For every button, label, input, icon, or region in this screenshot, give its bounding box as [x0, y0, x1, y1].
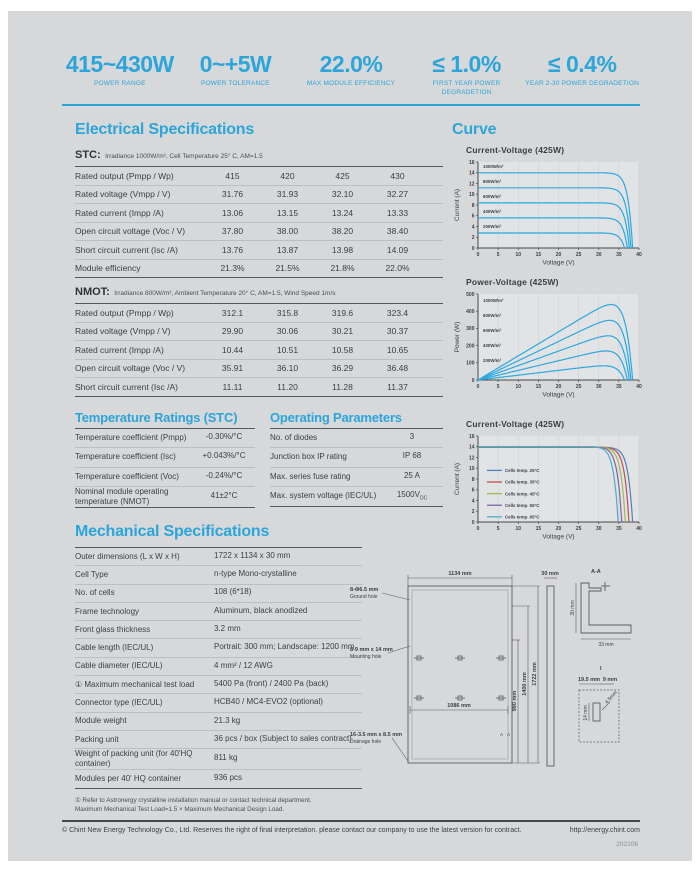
mounting-span-dim: 1400 mm	[522, 672, 528, 696]
svg-text:300: 300	[466, 326, 475, 333]
banner-value: 415~430W	[65, 51, 174, 77]
pv-irradiance-chart-block	[452, 277, 648, 403]
operating-parameters-block	[270, 410, 443, 509]
module-side-view	[547, 586, 554, 766]
banner-item	[409, 52, 525, 97]
svg-text:14: 14	[468, 170, 475, 177]
iv-irradiance-chart	[452, 156, 648, 266]
row-value: 13.98	[331, 244, 354, 255]
svg-text:20: 20	[555, 252, 562, 258]
row-value: 11.28	[332, 381, 353, 392]
svg-text:Voltage (V): Voltage (V)	[542, 391, 575, 398]
row-value: 3	[409, 431, 415, 441]
section-width-dim: 33 mm	[598, 642, 614, 648]
svg-text:800W/m²: 800W/m²	[483, 178, 502, 184]
row-value: 13.87	[276, 244, 299, 255]
table-row	[270, 448, 443, 468]
table-row	[75, 304, 443, 323]
stc-subheader	[75, 145, 443, 167]
table-row	[75, 260, 443, 278]
row-value: 14.09	[386, 244, 409, 255]
row-value: 21.5%	[275, 263, 300, 274]
svg-text:Cells temp. 45°C: Cells temp. 45°C	[505, 491, 540, 497]
row-value: 10.44	[221, 344, 244, 355]
pv-irradiance-chart	[452, 288, 648, 398]
table-row	[75, 167, 443, 186]
table-row	[75, 241, 443, 260]
iv-temperature-chart	[452, 430, 648, 540]
table-row	[270, 487, 443, 506]
table-row	[75, 676, 362, 694]
svg-text:30: 30	[595, 526, 602, 532]
svg-text:12: 12	[468, 455, 475, 462]
row-value: +0.043%/°C	[202, 451, 246, 461]
row-label: Short circuit current (Isc /A)	[75, 244, 178, 255]
row-value: 36.48	[386, 363, 409, 374]
nmot-conditions: Irradiance 800W/m², Ambient Temperature 20° C, AM=1.5, Wind Speed 1m/s	[114, 290, 336, 297]
footnote-line-1: ① Refer to Astronergy crystalline installation manual or contact technical department.	[75, 796, 312, 804]
row-value: 13.76	[221, 244, 244, 255]
row-value: 31.76	[221, 189, 244, 200]
row-label: Temperature coefficient (Voc)	[75, 471, 179, 481]
table-row	[75, 694, 362, 712]
row-value: 13.24	[331, 207, 354, 218]
row-value: 21.3 kg	[214, 715, 241, 725]
row-value: -0.30%/°C	[205, 431, 243, 441]
row-value: 936 pcs	[214, 773, 243, 783]
table-row	[75, 360, 443, 379]
svg-text:0: 0	[476, 252, 480, 258]
chart-title: Power-Voltage (425W)	[466, 277, 559, 287]
svg-text:20: 20	[555, 526, 562, 532]
mounting-span-dim: 990 mm	[512, 690, 518, 712]
row-value: 3.2 mm	[214, 624, 241, 634]
svg-text:0: 0	[471, 519, 475, 526]
row-value: 11.20	[277, 381, 298, 392]
svg-text:0: 0	[476, 384, 480, 390]
table-row	[75, 468, 255, 488]
table-row	[75, 658, 362, 676]
ground-hole-dim: 8-Φ6.5 mm	[350, 587, 379, 593]
row-value: 31.93	[276, 189, 299, 200]
table-row	[75, 186, 443, 205]
svg-text:5: 5	[496, 252, 500, 258]
row-label: Open circuit voltage (Voc / V)	[75, 226, 186, 237]
svg-text:10: 10	[468, 466, 475, 473]
table-row	[270, 468, 443, 488]
svg-text:10: 10	[515, 252, 522, 258]
svg-text:Cells temp. 65°C: Cells temp. 65°C	[505, 514, 540, 520]
module-length-dim: 1722 mm	[532, 662, 538, 686]
row-value: 38.00	[276, 226, 299, 237]
svg-text:2: 2	[471, 235, 475, 242]
ratings-parameters-section	[75, 410, 443, 509]
row-value: IP 68	[402, 451, 422, 461]
footer-divider	[62, 820, 640, 822]
hole-span-dim: 1086 mm	[447, 703, 471, 709]
svg-text:Cells temp. 55°C: Cells temp. 55°C	[505, 502, 540, 508]
mounting-slots	[414, 656, 506, 700]
nmot-label: NMOT:	[75, 286, 110, 298]
row-value: 35.91	[221, 363, 244, 374]
thickness-dim: 30 mm	[541, 571, 559, 577]
detail-diameter-dim: 4.5mm	[604, 689, 619, 706]
svg-text:25: 25	[575, 526, 582, 532]
banner-label: POWER TOLERANCE	[200, 80, 270, 88]
row-value: 430	[390, 170, 405, 181]
svg-text:0: 0	[471, 377, 475, 384]
svg-text:35: 35	[616, 384, 622, 390]
svg-text:20: 20	[555, 384, 562, 390]
table-row	[75, 770, 362, 787]
row-value: 11.11	[222, 381, 243, 392]
row-value: 13.06	[221, 207, 244, 218]
banner-label: POWER RANGE	[93, 80, 146, 88]
operating-parameters-title: Operating Parameters	[270, 409, 402, 425]
row-value: 319.6	[331, 307, 354, 318]
stc-table	[75, 167, 443, 278]
svg-text:200: 200	[466, 343, 475, 350]
svg-text:12: 12	[468, 181, 475, 188]
row-value: 36 pcs / box (Subject to sales contract)	[214, 733, 352, 743]
row-label: Rated output (Pmpp / Wp)	[75, 170, 174, 181]
svg-text:8: 8	[471, 202, 475, 209]
table-row	[75, 621, 362, 639]
electrical-specifications-title: Electrical Specifications	[75, 121, 255, 138]
row-value: 21.3%	[220, 263, 245, 274]
mounting-hole-label: Mounting hole	[350, 654, 382, 660]
document-code: 202206	[616, 841, 638, 848]
svg-text:600W/m²: 600W/m²	[483, 193, 502, 199]
row-value: 30.06	[276, 326, 299, 337]
detail-marker: I	[600, 666, 602, 672]
module-front-view	[408, 586, 512, 763]
svg-text:6: 6	[471, 487, 475, 494]
svg-text:25: 25	[575, 384, 582, 390]
svg-text:Power (W): Power (W)	[454, 321, 461, 353]
row-value: 32.27	[386, 189, 409, 200]
section-label: A-A	[591, 569, 601, 575]
iv-irradiance-chart-block	[452, 145, 648, 271]
row-value: 13.15	[276, 207, 299, 218]
svg-text:4: 4	[471, 224, 475, 231]
svg-text:400: 400	[466, 309, 475, 315]
svg-text:1000W/m²: 1000W/m²	[483, 298, 504, 304]
stc-label: STC:	[75, 149, 101, 161]
svg-text:400W/m²: 400W/m²	[483, 342, 502, 348]
banner-item	[62, 52, 178, 97]
table-row	[75, 585, 362, 603]
table-row	[75, 603, 362, 621]
row-label: Connector type (IEC/UL)	[75, 698, 163, 708]
mounting-hole-dim: 8-9 mm x 14 mm	[350, 647, 393, 653]
row-value: 25 A	[403, 470, 420, 480]
row-value: 21.8%	[330, 263, 355, 274]
table-row	[75, 223, 443, 242]
table-row	[75, 341, 443, 360]
row-value: 4 mm² / 12 AWG	[214, 660, 273, 670]
iv-temperature-chart-block	[452, 419, 648, 545]
copyright-text: © Chint New Energy Technology Co., Ltd. Reserves the right of final interpretation. please contact our company to use the latest version for contract.	[62, 827, 522, 834]
key-specs-banner	[62, 52, 640, 106]
row-value: 36.10	[276, 363, 299, 374]
row-value: 13.33	[386, 207, 409, 218]
banner-value: 0~+5W	[199, 51, 272, 77]
detail-height-dim: 14 mm	[583, 705, 589, 721]
banner-value: ≤ 1.0%	[432, 51, 501, 77]
banner-label: YEAR 2-30 POWER DEGRADETION	[525, 80, 640, 88]
svg-text:16: 16	[468, 159, 475, 166]
svg-text:10: 10	[468, 192, 475, 199]
row-label: Max. system voltage (IEC/UL)	[270, 491, 377, 501]
svg-text:16: 16	[468, 433, 475, 440]
row-label: Module weight	[75, 716, 127, 726]
row-value: 315.8	[276, 307, 299, 318]
svg-text:6: 6	[471, 213, 475, 220]
svg-text:15: 15	[535, 252, 542, 258]
svg-text:4: 4	[471, 498, 475, 505]
svg-text:Current (A): Current (A)	[454, 462, 461, 496]
svg-text:500: 500	[466, 291, 475, 298]
row-value: 10.51	[276, 344, 299, 355]
row-label: Rated output (Pmpp / Wp)	[75, 307, 174, 318]
chart-title: Current-Voltage (425W)	[466, 145, 565, 155]
table-row	[75, 448, 255, 468]
mechanical-specifications-table	[75, 547, 362, 789]
section-height-dim: 30 mm	[570, 600, 576, 616]
row-label: Rated current (Impp /A)	[75, 207, 164, 218]
svg-text:35: 35	[616, 252, 622, 258]
svg-text:Cells temp. 35°C: Cells temp. 35°C	[505, 479, 540, 485]
table-row	[75, 323, 443, 342]
drainage-hole-dim: 16-3.5 mm x 8.5 mm	[350, 732, 402, 738]
banner-label: MAX MODULE EFFICIENCY	[306, 80, 396, 88]
row-label: Nominal module operating temperature (NMOT)	[75, 487, 169, 506]
row-value: 1722 x 1134 x 30 mm	[214, 550, 291, 560]
svg-text:100: 100	[466, 360, 475, 367]
svg-text:Voltage (V): Voltage (V)	[542, 259, 575, 266]
table-row	[75, 639, 362, 657]
row-value: 32.10	[331, 189, 354, 200]
table-row	[75, 548, 362, 566]
row-value: 10.58	[331, 344, 354, 355]
svg-text:200W/m²: 200W/m²	[483, 224, 502, 229]
row-label: Rated voltage (Vmpp / V)	[75, 189, 171, 200]
svg-text:5: 5	[496, 526, 500, 532]
footnote-line-2: Maximum Mechanical Test Load=1.5 × Maximum Mechanical Design Load.	[75, 806, 285, 814]
svg-text:40: 40	[636, 526, 642, 532]
table-row	[270, 429, 443, 449]
svg-text:10: 10	[515, 384, 522, 390]
table-row	[75, 429, 255, 449]
row-value: 811 kg	[214, 753, 238, 763]
front-width-dim: 1134 mm	[448, 571, 472, 577]
row-value: Portrait: 300 mm; Landscape: 1200 mm	[214, 642, 355, 652]
svg-text:400W/m²: 400W/m²	[483, 208, 502, 214]
row-label: Modules per 40' HQ container	[75, 773, 182, 783]
stc-conditions: Irradiance 1000W/m², Cell Temperature 25° C, AM=1.5	[105, 153, 263, 160]
banner-value: ≤ 0.4%	[547, 51, 617, 77]
row-label: Cable length (IEC/UL)	[75, 643, 154, 653]
banner-value: 22.0%	[319, 51, 383, 77]
row-value: 30.37	[386, 326, 409, 337]
svg-text:40: 40	[636, 384, 642, 390]
banner-item	[178, 52, 294, 97]
row-label: Temperature coefficient (Isc)	[75, 452, 176, 462]
row-value: 323.4	[386, 307, 409, 318]
table-row	[75, 204, 443, 223]
row-label: ① Maximum mechanical test load	[75, 679, 195, 689]
svg-text:Voltage (V): Voltage (V)	[542, 533, 575, 540]
row-label: Module efficiency	[75, 263, 141, 274]
detail-width-dim: 19.5 mm	[577, 677, 601, 683]
row-label: No. of cells	[75, 588, 115, 598]
row-label: Weight of packing unit (for 40'HQ container)	[75, 749, 193, 769]
svg-text:30: 30	[595, 384, 602, 390]
row-value: 5400 Pa (front) / 2400 Pa (back)	[214, 678, 329, 688]
table-row	[75, 487, 255, 507]
row-label: Frame technology	[75, 606, 140, 616]
row-value: 38.20	[331, 226, 354, 237]
row-label: Short circuit current (Isc /A)	[75, 381, 178, 392]
row-label: Rated current (Impp /A)	[75, 344, 164, 355]
chart-title: Current-Voltage (425W)	[466, 419, 565, 429]
svg-text:5: 5	[496, 384, 500, 390]
row-value: 30.21	[331, 326, 354, 337]
row-value: $1500V_{DC}$	[396, 490, 428, 503]
section-cut-marker-a: A	[500, 732, 504, 737]
row-value: 29.90	[221, 326, 244, 337]
curve-column	[452, 121, 648, 545]
row-label: Packing unit	[75, 734, 119, 744]
svg-text:800W/m²: 800W/m²	[483, 313, 502, 318]
svg-text:2: 2	[471, 509, 475, 516]
mechanical-drawing	[348, 558, 680, 802]
row-value: 11.37	[387, 381, 408, 392]
banner-item	[524, 52, 640, 97]
row-value: 37.80	[221, 226, 244, 237]
svg-text:0: 0	[476, 526, 480, 532]
mechanical-specifications-title: Mechanical Specifications	[75, 523, 270, 540]
banner-item	[293, 52, 409, 97]
row-value: 38.40	[386, 226, 409, 237]
nmot-subheader	[75, 282, 443, 304]
row-value: 36.29	[331, 363, 354, 374]
svg-text:15: 15	[535, 384, 542, 390]
row-label: Cell Type	[75, 569, 109, 579]
row-value: 420	[280, 170, 295, 181]
nmot-table	[75, 304, 443, 397]
svg-text:40: 40	[636, 252, 642, 258]
table-row	[75, 378, 443, 396]
section-cut-marker-a: A	[507, 732, 511, 737]
svg-text:14: 14	[468, 444, 475, 451]
temperature-ratings-title: Temperature Ratings (STC)	[75, 409, 238, 425]
temperature-ratings-table	[75, 428, 255, 509]
svg-text:15: 15	[535, 526, 542, 532]
temperature-ratings-block	[75, 410, 255, 509]
row-value: 108 (6*18)	[214, 587, 252, 597]
svg-text:1000W/m²: 1000W/m²	[483, 163, 504, 169]
row-label: No. of diodes	[270, 432, 318, 442]
svg-text:8: 8	[471, 476, 475, 483]
svg-text:Current (A): Current (A)	[454, 188, 461, 222]
company-url[interactable]: http://energy.chint.com	[569, 827, 640, 834]
row-value: -0.24%/°C	[205, 470, 243, 480]
drainage-hole-label: Drainage hole	[350, 739, 382, 745]
table-row	[75, 566, 362, 584]
row-value: 312.1	[221, 307, 244, 318]
svg-text:30: 30	[595, 252, 602, 258]
row-label: Junction box IP rating	[270, 452, 347, 462]
row-label: Outer dimensions (L x W x H)	[75, 551, 180, 561]
svg-text:35: 35	[616, 526, 622, 532]
curve-section-title: Curve	[452, 121, 497, 138]
row-value: 425	[335, 170, 350, 181]
row-label: Front glass thickness	[75, 624, 151, 634]
row-label: Cable diameter (IEC/UL)	[75, 661, 163, 671]
row-value: Aluminum, black anodized	[214, 605, 308, 615]
operating-parameters-table	[270, 428, 443, 507]
row-value: 415	[225, 170, 240, 181]
svg-text:600W/m²: 600W/m²	[483, 327, 502, 333]
row-value: HCB40 / MC4-EVO2 (optional)	[214, 697, 323, 707]
ground-hole-label: Ground hole	[350, 594, 378, 600]
row-label: Temperature coefficient (Pmpp)	[75, 432, 187, 442]
table-row	[75, 749, 362, 770]
row-label: Max. series fuse rating	[270, 471, 351, 481]
svg-text:10: 10	[515, 526, 522, 532]
table-row	[75, 713, 362, 731]
row-value: n-type Mono-crystalline	[214, 569, 297, 579]
row-label: Open circuit voltage (Voc / V)	[75, 363, 186, 374]
frame-cross-section	[581, 583, 631, 633]
banner-label: FIRST YEAR POWER DEGRADETION	[432, 80, 501, 96]
row-value: 10.65	[386, 344, 409, 355]
row-label: Rated voltage (Vmpp / V)	[75, 326, 171, 337]
table-row	[75, 731, 362, 749]
svg-text:25: 25	[575, 252, 582, 258]
svg-text:0: 0	[471, 245, 475, 252]
svg-text:Cells temp. 25°C: Cells temp. 25°C	[505, 468, 540, 474]
detail-hole-width-dim: 9 mm	[602, 677, 618, 683]
row-value: 41±2°C	[210, 491, 238, 501]
svg-text:200W/m²: 200W/m²	[483, 357, 502, 363]
row-value: 22.0%	[385, 263, 410, 274]
